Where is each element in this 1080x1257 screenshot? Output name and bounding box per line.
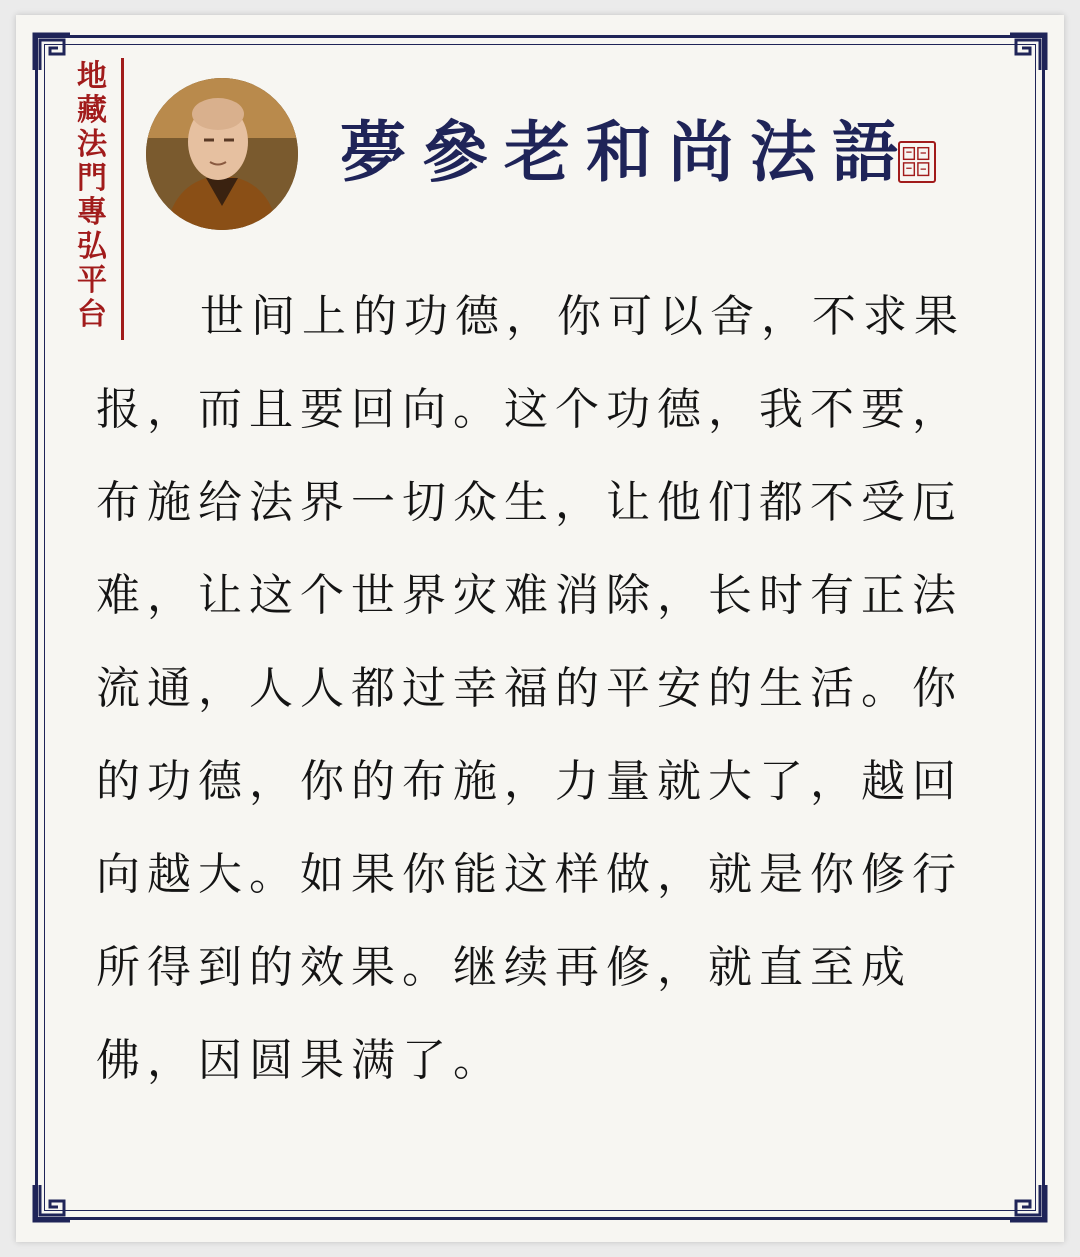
- page-title: 夢參老和尚法語: [340, 113, 914, 191]
- side-char: 弘: [77, 229, 107, 264]
- side-char: 藏: [77, 93, 107, 128]
- side-char: 法: [77, 127, 107, 162]
- side-char: 台: [77, 297, 107, 332]
- dharma-quote-body: [96, 270, 996, 1107]
- side-char: 地: [77, 59, 107, 94]
- side-char: 專: [77, 195, 107, 230]
- side-char: 平: [77, 263, 107, 298]
- monk-portrait: [146, 78, 298, 230]
- quote-text: 世间上的功德，你可以舍，不求果报，而且要回向。这个功德，我不要，布施给法界一切众生，让他们都不受厄难，让这个世界灾难消除，长时有正法流通，人人都过幸福的平安的生活。你的功德，你的布施，力量就大了，越回向越大。如果你能这样做，就是你修行所得到的效果。继续再修，就直至成佛，因圆果满了。: [96, 291, 965, 1086]
- seal-stamp-icon: [898, 141, 936, 183]
- side-char: 門: [77, 161, 107, 196]
- portrait-illustration: [146, 78, 298, 230]
